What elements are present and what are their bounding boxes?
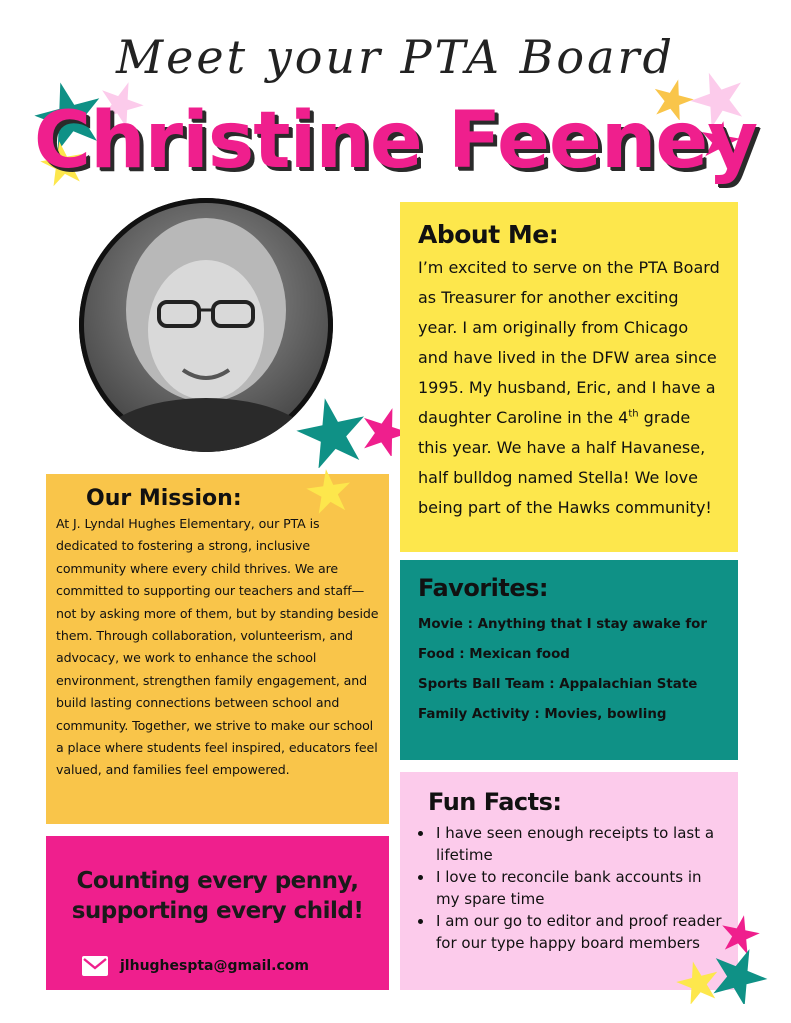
- favorites-heading: Favorites:: [418, 574, 549, 602]
- tagline-section: [46, 836, 389, 990]
- mission-section: [46, 474, 389, 824]
- mission-text: At J. Lyndal Hughes Elementary, our PTA is dedicated to fostering a strong, inclusive community where every child thrives. We are committed to supporting our teachers and staff—not by asking more of them, but by standing beside them. Through collaboration, volunteerism, and advocacy, we work to enhance the school environment, strengthen family engagement, and build lasting connections between school and community. Together, we strive to make our school a place where students feel inspired, educators feel valued, and families feel empowered.: [56, 516, 379, 778]
- favorite-item: Family Activity : Movies, bowling: [418, 707, 667, 722]
- favorite-item: Food : Mexican food: [418, 647, 570, 662]
- page-title: Christine Feeney: [33, 96, 758, 186]
- favorite-item: Sports Ball Team : Appalachian State: [418, 677, 698, 692]
- fun-facts-section: [400, 772, 738, 990]
- list-item: • I have seen enough receipts to last a lifetime: [434, 822, 724, 866]
- star-icon: [296, 396, 368, 468]
- fun-facts-heading: Fun Facts:: [428, 788, 562, 816]
- favorites-section: [400, 560, 738, 760]
- profile-photo: [79, 198, 333, 452]
- fun-facts-list: [416, 822, 724, 954]
- about-me-section: [400, 202, 738, 552]
- email-contact[interactable]: [82, 956, 309, 976]
- favorite-item: Movie : Anything that I stay awake for: [418, 617, 707, 632]
- star-icon: [710, 946, 768, 1004]
- email-link[interactable]: jlhughespta@gmail.com: [120, 958, 309, 974]
- mail-icon: [82, 956, 108, 976]
- mission-heading: Our Mission:: [86, 486, 242, 511]
- about-text: I’m excited to serve on the PTA Board as Treasurer for another exciting year. I am originally from Chicago and have lived in the DFW area since 1995. My husband, Eric, and I have a daughter Caroline in the 4th grade this year. We have a half Havanese, half bulldog named Stella! We love being part of the Hawks community!: [418, 258, 720, 517]
- tagline: Counting every penny, supporting every child!: [71, 868, 364, 924]
- star-icon: [306, 468, 352, 514]
- script-title: Meet your PTA Board: [116, 30, 675, 84]
- list-item: • I am our go to editor and proof reader for our type happy board members: [434, 910, 724, 954]
- about-heading: About Me:: [418, 220, 559, 249]
- list-item: • I love to reconcile bank accounts in my spare time: [434, 866, 724, 910]
